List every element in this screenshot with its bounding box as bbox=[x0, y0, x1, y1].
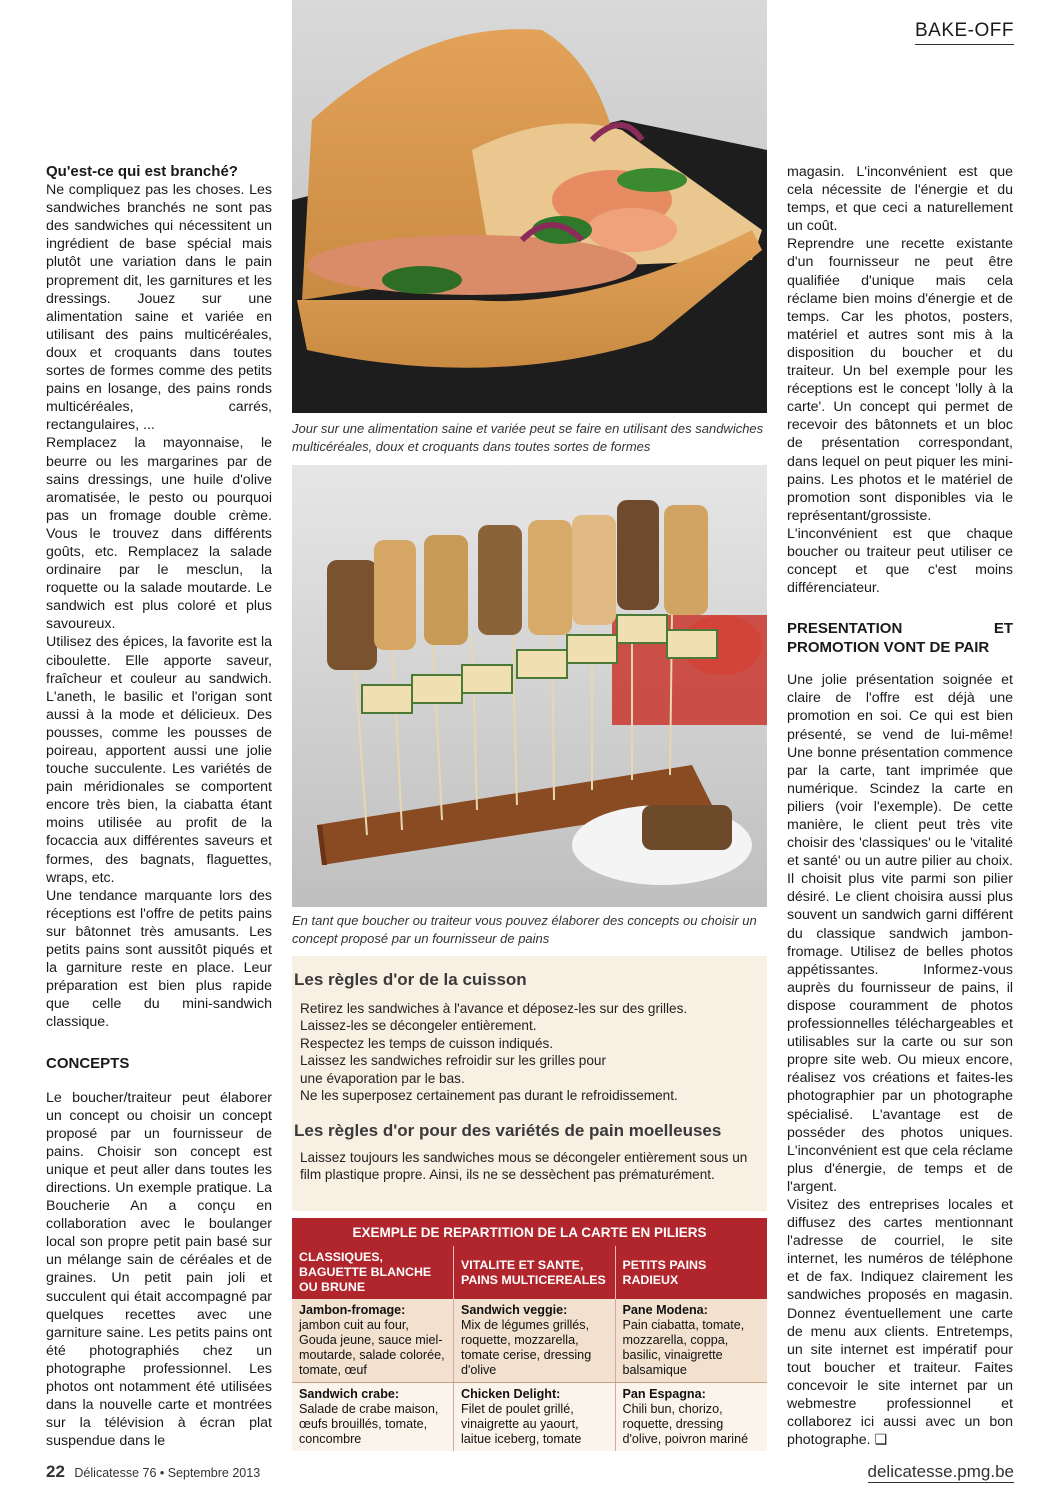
table-row bbox=[292, 1299, 767, 1383]
heading-concepts: CONCEPTS bbox=[46, 1054, 130, 1072]
soft-bread-rules-box bbox=[292, 1111, 767, 1211]
paragraph bbox=[787, 1196, 1013, 1449]
rule-line: une évaporation par le bas. bbox=[300, 1070, 465, 1086]
rule-line: Laissez-les se décongeler entièrement. bbox=[300, 1018, 537, 1034]
rule-line: Respectez les temps de cuisson indiqués. bbox=[300, 1035, 554, 1051]
table-row bbox=[292, 1383, 767, 1452]
paragraph: Utilisez des épices, la favorite est la ciboulette. Elle apporte saveur, fraîcheur et couleur au sandwich. L'aneth, le basilic et l'origan sont aussi à la mode et délicieux. Des pousses, comme les pousses de poireau, apportent aussi une jolie touche succulente. Les variétés de pain méridionales se comportent encore très bien, la ciabatta étant moins utilisée au profit de la focaccia aux différentes saveurs et formes, des bagnats, flaguettes, wraps, etc. bbox=[46, 634, 272, 886]
footer-left bbox=[46, 1462, 260, 1482]
paragraph: Ne compliquez pas les choses. Les sandwiches branchés ne sont pas des sandwiches qui nécessitent un ingrédient de base spécial mais plutôt une variation dans le pain proprement dit, les garnitures et les dressings. Jouez sur une alimentation saine et variée en utilisant des pains multicéréales, doux et croquants dans toutes sortes de formes comme des petits pains en losange, des pains ronds multicéréales, carrés, rectangulaires, ... bbox=[46, 182, 272, 434]
sandwich-photo bbox=[292, 0, 767, 413]
page-number: 22 bbox=[46, 1462, 65, 1481]
sandwich-description: Pain ciabatta, tomate, mozzarella, coppa, basilic, vinaigrette balsamique bbox=[622, 1318, 745, 1377]
sandwich-name: Chicken Delight: bbox=[461, 1387, 561, 1401]
pillar-menu-table bbox=[292, 1218, 767, 1451]
sandwich-name: Sandwich veggie: bbox=[461, 1303, 568, 1317]
column-header-classics: CLASSIQUES, BAGUETTE BLANCHE OU BRUNE bbox=[292, 1246, 454, 1299]
sandwich-description: Filet de poulet grillé, vinaigrette au yaourt, laitue iceberg, tomate bbox=[461, 1402, 582, 1446]
sandwich-description: jambon cuit au four, Gouda jeune, sauce miel-moutarde, salade colorée, tomate, œuf bbox=[299, 1318, 445, 1377]
paragraph: Remplacez la mayonnaise, le beurre ou les margarines par de sains dressings, une huile d'olive aromatisée, le pesto ou pourquoi pas un fromage double crème. Vous le trouvez dans différents goûts, etc. Remplacez la salade ordinaire par le mesclun, la roquette ou la salade moutarde. Le sandwich est plus coloré et plus savoureux. bbox=[46, 435, 272, 633]
sandwich-name: Pane Modena: bbox=[622, 1303, 708, 1317]
paragraph: Une tendance marquante lors des réceptions est l'offre de petits pains sur bâtonnet très amusants. Les petits pains sont aussitôt piqués et la garniture reste en place. Leur préparation est bien plus rapide que celle du mini-sandwich classique. bbox=[46, 887, 272, 1031]
column-header-vitality: VITALITE ET SANTE, PAINS MULTICEREALES bbox=[454, 1246, 616, 1299]
rule-line: Ne les superposez certainement pas durant le refroidissement. bbox=[300, 1088, 678, 1104]
paragraph: Une jolie présentation soignée et claire de l'offre est déjà une promotion en soi. Ce qui est bien présenté, se vend de lui-même! Une bonne présentation commence par la carte, tant imprimée que numérique. Scindez la carte en piliers (voir l'exemple). De cette manière, le client peut très vite choisir des 'classiques' ou le 'vitalité et santé' ou un autre pilier au choix. Il choisit plus vite parmi son pilier désiré. Le client choisira aussi plus souvent un sandwich garni différent du classique sandwich jambon-fromage. Utilisez de belles photos appétissantes. Informez-vous auprès du fournisseur de pains, il dispose couramment de photos professionnelles téléchargeables et utilisables sur la carte ou sur son propre site web. Ou mieux encore, réalisez vos créations et faites-les photographier par un photographe spécialisé. L'avantage est de posséder des photos uniques. L'inconvénient est que cela réclame plus d'énergie, de temps et de l'argent. bbox=[787, 672, 1013, 1195]
paragraph: Reprendre une recette existante d'un fournisseur ne peut être qualifiée d'unique mais cela réclame bien moins d'énergie et de temps. Car les photos, posters, matériel et autres sont mis à la disposition du boucher et du traiteur. Un bel exemple pour les réceptions est le concept 'lolly à la carte'. Un concept qui permet de recevoir des bâtonnets et un bloc de présentation correspondant, dans lequel on peut piquer les mini-pains. Les photos et le matériel de promotion sont disponibles via le représentant/grossiste. L'inconvénient est que chaque boucher ou traiteur peut utiliser ce concept et que c'est moins différenciateur. bbox=[787, 236, 1013, 597]
section-label: BAKE-OFF bbox=[915, 20, 1014, 45]
sandwich-illustration bbox=[292, 0, 767, 413]
table-cell bbox=[292, 1299, 454, 1383]
sandwich-description: Salade de crabe maison, œufs brouillés, tomate, concombre bbox=[299, 1402, 439, 1446]
table-cell bbox=[615, 1383, 767, 1452]
table-cell bbox=[292, 1383, 454, 1452]
sandwich-name: Jambon-fromage: bbox=[299, 1303, 406, 1317]
photo-caption-2: En tant que boucher ou traiteur vous pouvez élaborer des concepts ou choisir un concept proposé par un fournisseur de pains bbox=[292, 913, 757, 946]
heading-presentation: PRESENTATION ET PROMOTION VONT DE PAIR bbox=[787, 620, 1013, 657]
table-cell bbox=[454, 1383, 616, 1452]
column-header-radiant: PETITS PAINS RADIEUX bbox=[615, 1246, 767, 1299]
issue-info: Délicatesse 76 • Septembre 2013 bbox=[74, 1466, 261, 1480]
heading-whats-trending: Qu'est-ce qui est branché? bbox=[46, 163, 238, 180]
table-title: EXEMPLE DE REPARTITION DE LA CARTE EN PILIERS bbox=[292, 1218, 767, 1246]
sandwich-name: Sandwich crabe: bbox=[299, 1387, 400, 1401]
left-column bbox=[46, 163, 272, 1450]
sandwich-description: Mix de légumes grillés, roquette, mozzarella, tomate cerise, dressing d'olive bbox=[461, 1318, 592, 1377]
sandwich-name: Pan Espagna: bbox=[622, 1387, 706, 1401]
soft-bread-rules-title: Les règles d'or pour des variétés de pain moelleuses bbox=[294, 1121, 722, 1140]
soft-bread-rules-text: Laissez toujours les sandwiches mous se décongeler entièrement sous un film plastique propre. Ainsi, ils ne se dessèchent pas prématurément. bbox=[300, 1150, 748, 1183]
website-link[interactable]: delicatesse.pmg.be bbox=[867, 1462, 1014, 1481]
rule-line: Retirez les sandwiches à l'avance et déposez-les sur des grilles. bbox=[300, 1001, 688, 1016]
paragraph: Le boucher/traiteur peut élaborer un concept ou choisir un concept proposé par un fournisseur de pains. Choisir son concept est unique et peut aller dans toutes les directions. Un exemple pratique. La Boucherie An a conçu en collaboration avec le boulanger local son propre petit pain basé sur un mélange sain de céréales et de graines. Un petit pain joli et succulent qui était accompagné par quelques recettes avec une garniture saine. Les petits pains ont été photographiés chez un photographe professionnel. Les photos ont notamment été utilisées dans la nouvelle carte et montrées sur la télévision à écran plat suspendue dans le bbox=[46, 1089, 272, 1450]
baking-rules-box bbox=[292, 956, 767, 1111]
paragraph-text: Visitez des entreprises locales et diffusez des cartes mentionnant l'adresse de courriel, le site internet, les numéros de téléphone et de fax. Indiquez clairement les sandwiches proposés en magasin. Donnez éventuellement une carte de menu aux clients. Entretemps, un site internet est impératif pour tout boucher et traiteur. Faites concevoir le site internet par un webmestre professionnel et collaborez ici aussi avec un bon photographe. bbox=[787, 1196, 1013, 1449]
photo-caption-1: Jour sur une alimentation saine et variée peut se faire en utilisant des sandwiches multicéréales, doux et croquants dans toutes sortes de formes bbox=[292, 421, 764, 454]
paragraph: magasin. L'inconvénient est que cela nécessite de l'énergie et du temps, et que ceci a naturellement un coût. bbox=[787, 164, 1013, 235]
baking-rules-title: Les règles d'or de la cuisson bbox=[294, 970, 527, 989]
end-mark-icon: ❑ bbox=[874, 1432, 888, 1449]
lolly-photo bbox=[292, 465, 767, 907]
lolly-sandwiches-illustration bbox=[292, 465, 767, 907]
table-cell bbox=[615, 1299, 767, 1383]
table-cell bbox=[454, 1299, 616, 1383]
right-column bbox=[787, 163, 1013, 1449]
sandwich-description: Chili bun, chorizo, roquette, dressing d'olive, poivron mariné bbox=[622, 1402, 749, 1446]
rule-line: Laissez les sandwiches refroidir sur les grilles pour bbox=[300, 1053, 606, 1069]
